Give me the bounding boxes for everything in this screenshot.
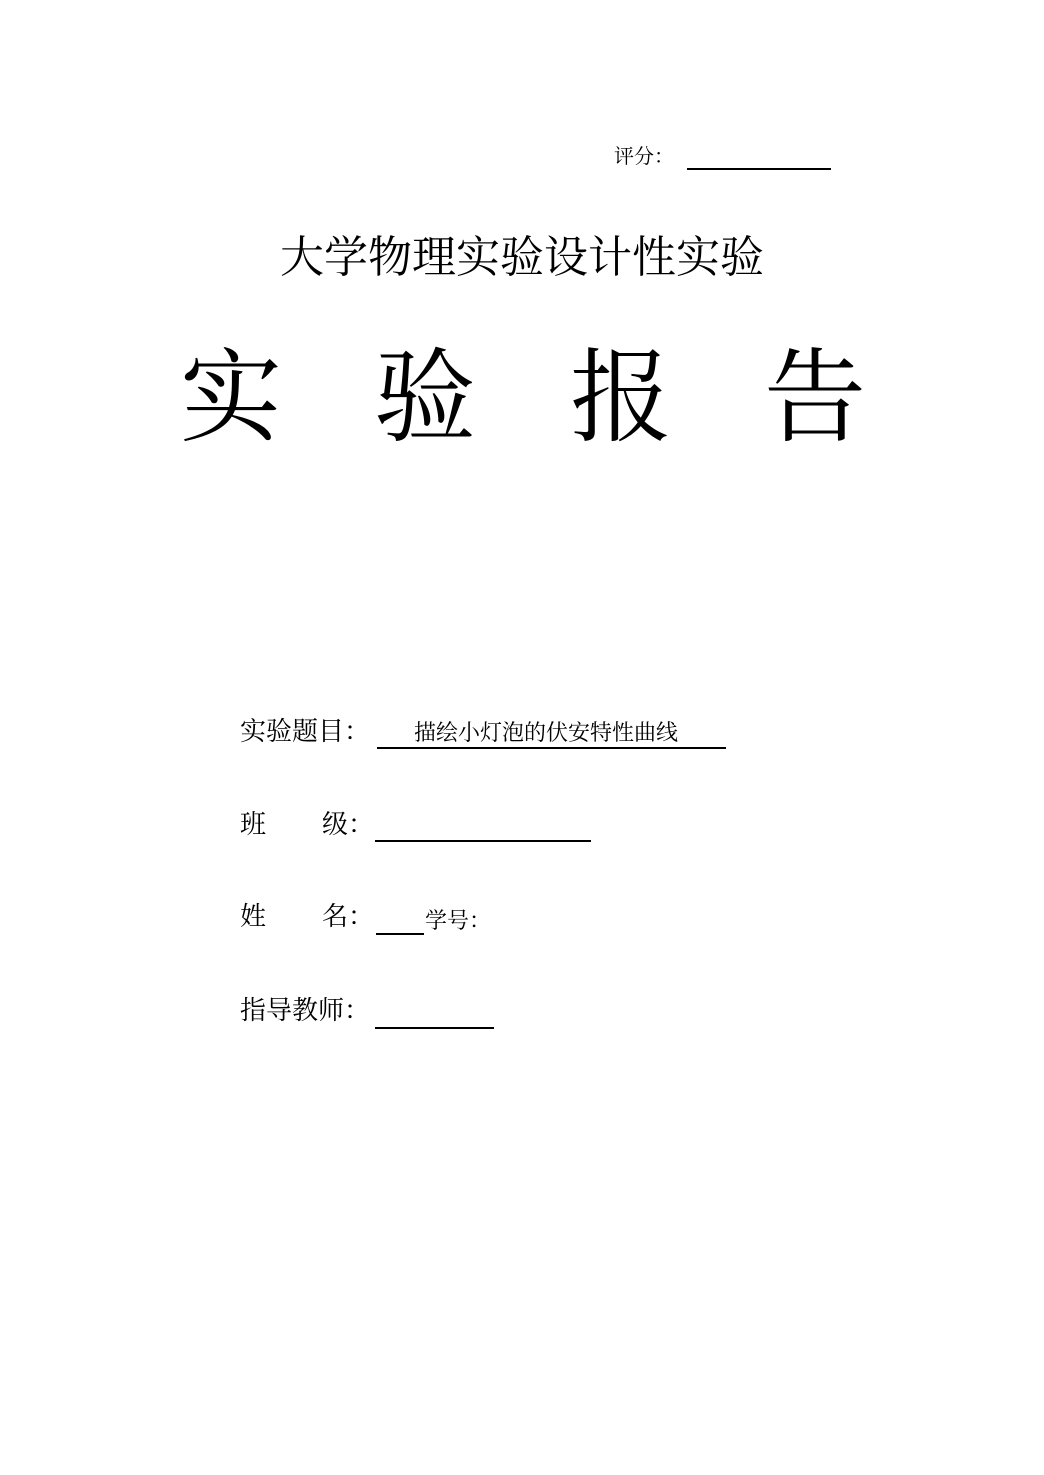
- topic-value: 描绘小灯泡的伏安特性曲线: [414, 721, 679, 746]
- name-blank-line: [376, 933, 424, 935]
- score-label: 评分：: [614, 144, 674, 168]
- name-label-first-char: 姓: [240, 902, 267, 932]
- title-char-4: 告: [764, 339, 866, 458]
- class-label-first-char: 班: [240, 810, 267, 840]
- teacher-blank-line: [375, 1027, 494, 1029]
- class-blank-line: [375, 840, 591, 842]
- title-char-2: 验: [374, 339, 476, 458]
- title-char-3: 报: [570, 339, 672, 458]
- class-label-second-char: 级：: [322, 810, 375, 840]
- teacher-label: 指导教师：: [240, 996, 371, 1026]
- name-label-second-char: 名：: [322, 902, 375, 932]
- page-subtitle: 大学物理实验设计性实验: [280, 232, 764, 283]
- title-char-1: 实: [180, 339, 282, 458]
- student-id-label: 学号：: [425, 909, 492, 934]
- score-blank-line: [687, 168, 831, 170]
- topic-label: 实验题目：: [240, 717, 371, 747]
- topic-underline: [377, 747, 726, 749]
